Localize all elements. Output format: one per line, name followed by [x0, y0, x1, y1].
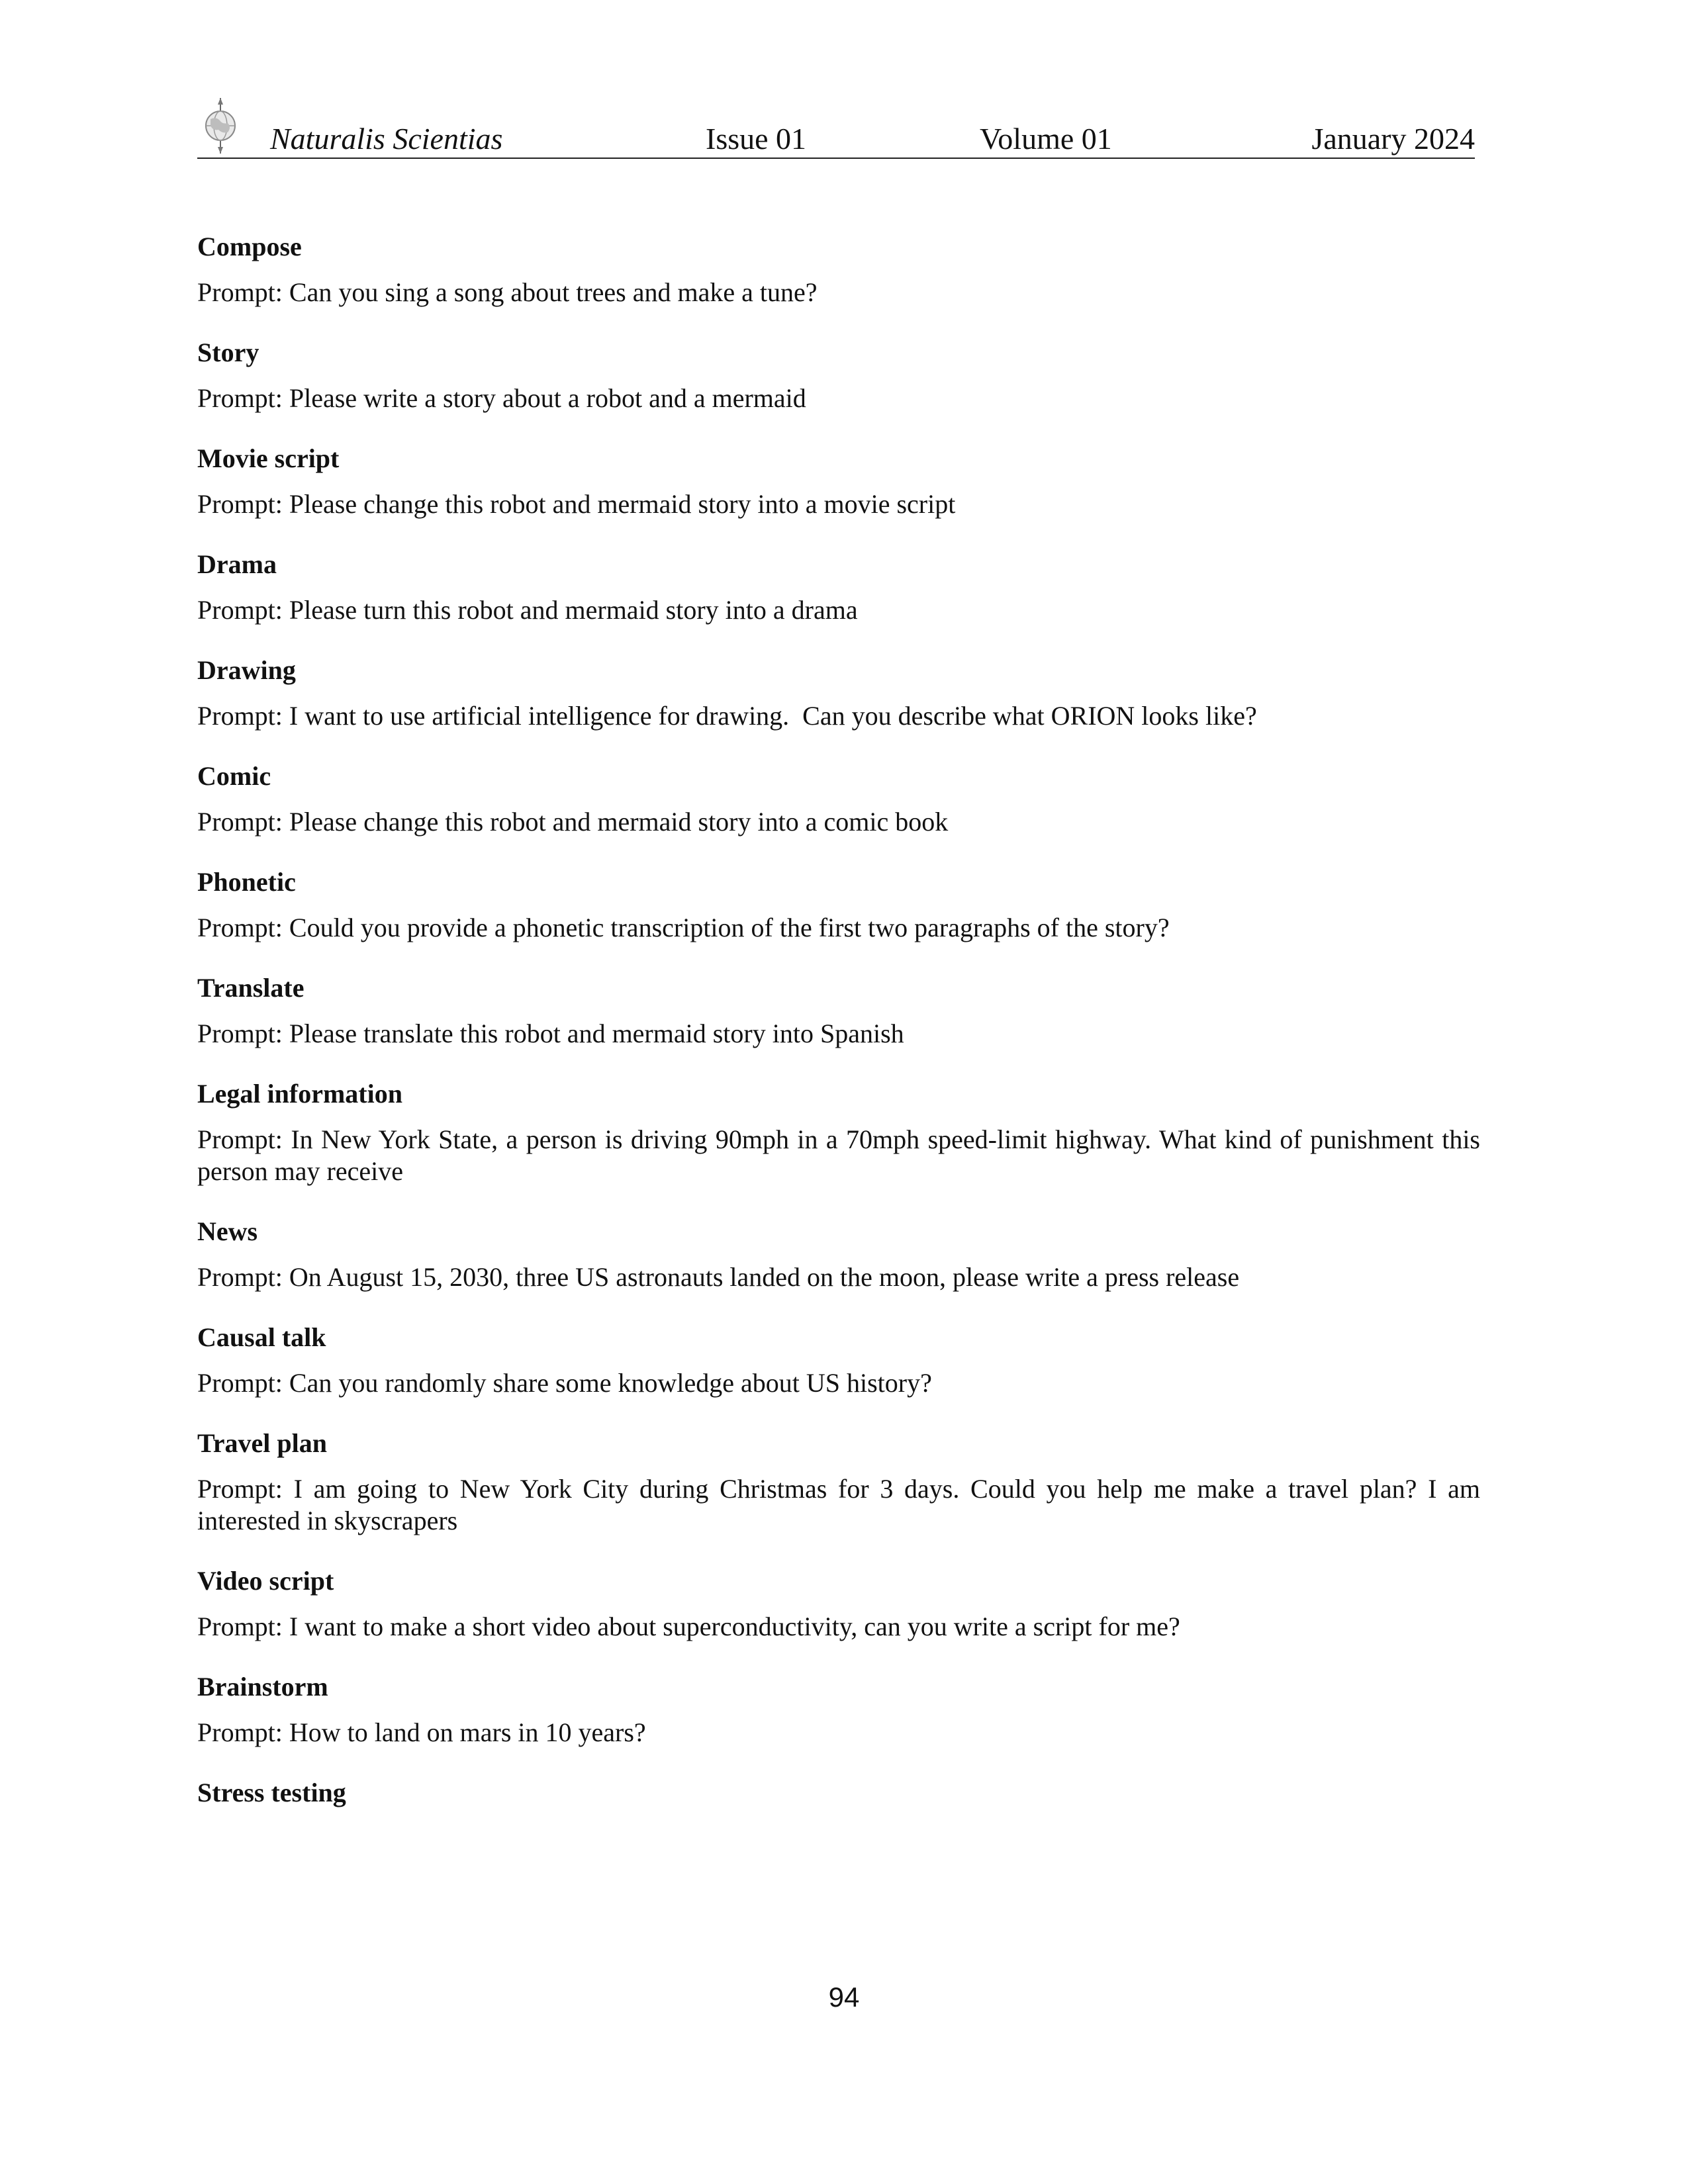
entry-heading: Movie script [197, 443, 340, 473]
entry-causal-talk [197, 1322, 1480, 1399]
entry-drama [197, 549, 1480, 626]
entry-comic [197, 761, 1480, 838]
journal-header [197, 93, 1475, 159]
entry-brainstorm [197, 1672, 1480, 1749]
entry-video-script [197, 1566, 1480, 1643]
publication-date: January 2024 [1311, 122, 1475, 156]
entry-prompt: Prompt: Could you provide a phonetic transcription of the first two paragraphs of the story? [197, 913, 1170, 942]
entry-prompt: Prompt: Please translate this robot and mermaid story into Spanish [197, 1019, 904, 1048]
entry-prompt: Prompt: In New York State, a person is driving 90mph in a 70mph speed-limit highway. What kind of punishment this person may receive [197, 1124, 1480, 1186]
entry-prompt: Prompt: I want to make a short video about superconductivity, can you write a script for me? [197, 1612, 1180, 1641]
entry-prompt: Prompt: Can you randomly share some knowledge about US history? [197, 1368, 932, 1398]
entry-prompt: Prompt: On August 15, 2030, three US astronauts landed on the moon, please write a press release [197, 1262, 1240, 1292]
volume-number: Volume 01 [980, 122, 1112, 156]
entry-story [197, 338, 1480, 414]
entry-movie-script [197, 443, 1480, 520]
entry-stress-testing [197, 1778, 1480, 1808]
entry-heading: Comic [197, 761, 271, 791]
entry-heading: Brainstorm [197, 1672, 328, 1702]
entry-prompt: Prompt: How to land on mars in 10 years? [197, 1717, 646, 1747]
entry-news [197, 1216, 1480, 1293]
prompt-list [197, 232, 1480, 1837]
page-number: 94 [828, 1981, 860, 2013]
entry-heading: News [197, 1216, 258, 1246]
entry-prompt: Prompt: Can you sing a song about trees and make a tune? [197, 277, 818, 307]
entry-heading: Compose [197, 232, 302, 261]
entry-prompt: Prompt: Please change this robot and mermaid story into a comic book [197, 807, 949, 837]
entry-heading: Legal information [197, 1079, 402, 1109]
entry-heading: Phonetic [197, 867, 296, 897]
issue-number: Issue 01 [706, 122, 807, 156]
entry-drawing [197, 655, 1480, 732]
entry-compose [197, 232, 1480, 308]
entry-heading: Drama [197, 549, 277, 579]
globe-with-compass-icon [199, 97, 242, 155]
entry-heading: Stress testing [197, 1778, 346, 1807]
entry-prompt: Prompt: I am going to New York City during Christmas for 3 days. Could you help me make a travel plan? I am interested in skyscrapers [197, 1474, 1480, 1535]
entry-prompt: Prompt: Please write a story about a robot and a mermaid [197, 383, 806, 413]
entry-translate [197, 973, 1480, 1050]
entry-prompt: Prompt: Please change this robot and mermaid story into a movie script [197, 489, 956, 519]
entry-phonetic [197, 867, 1480, 944]
entry-heading: Video script [197, 1566, 334, 1596]
entry-heading: Story [197, 338, 259, 367]
entry-heading: Travel plan [197, 1428, 327, 1458]
entry-legal-information [197, 1079, 1480, 1187]
entry-heading: Causal talk [197, 1322, 326, 1352]
entry-prompt: Prompt: I want to use artificial intelligence for drawing. Can you describe what ORION looks like? [197, 701, 1257, 731]
entry-heading: Translate [197, 973, 305, 1003]
journal-title: Naturalis Scientias [270, 122, 503, 156]
entry-prompt: Prompt: Please turn this robot and mermaid story into a drama [197, 595, 858, 625]
entry-heading: Drawing [197, 655, 296, 685]
entry-travel-plan [197, 1428, 1480, 1537]
